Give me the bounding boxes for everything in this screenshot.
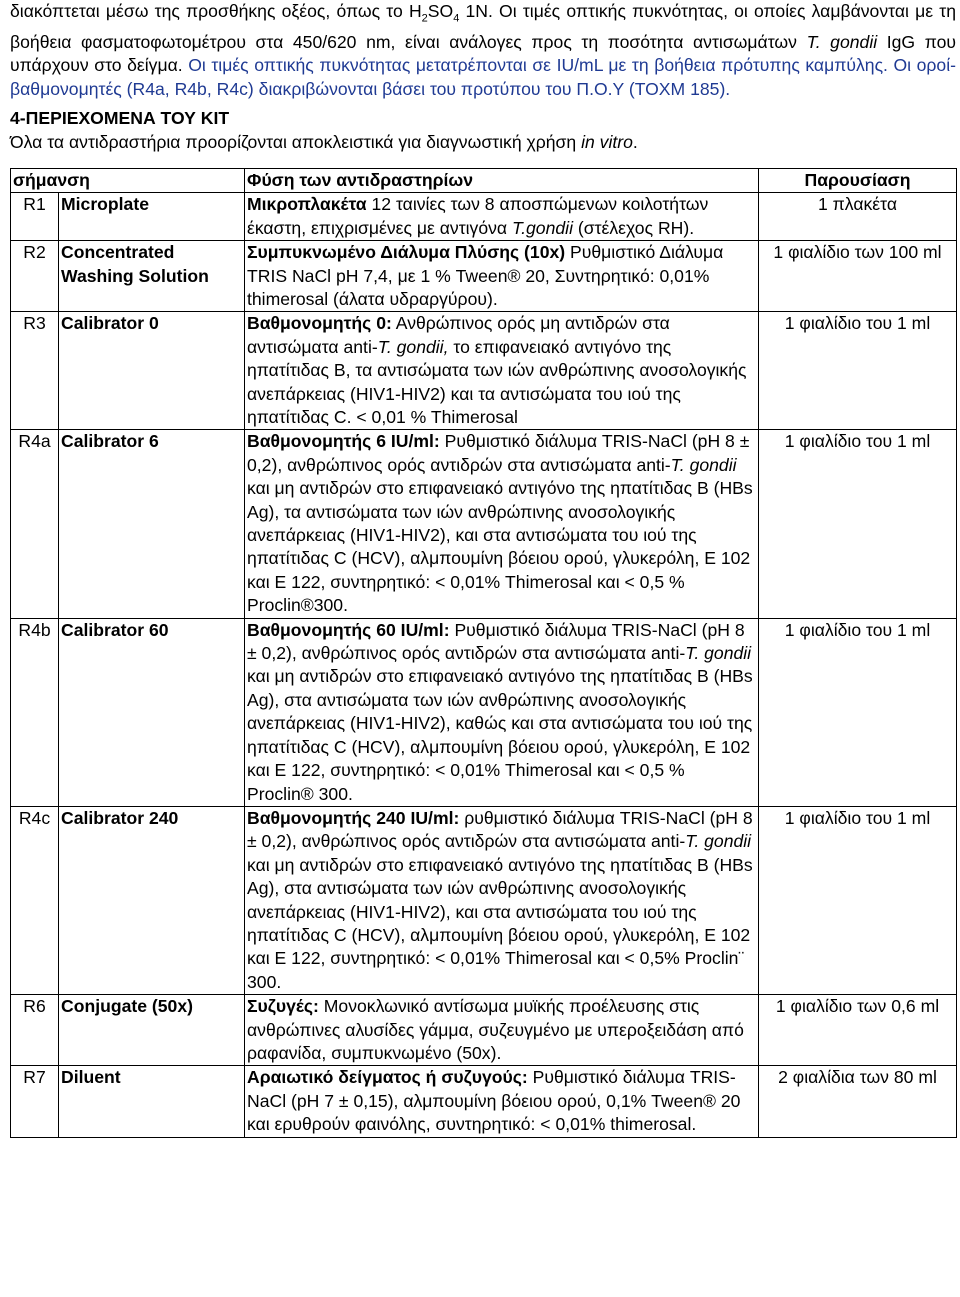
desc-text-b: και μη αντιδρών στο επιφανειακό αντιγόνο της ηπατίτιδας Β (HBs Ag), τα αντισώματα των ιών ανθρώπινης ανοσολογικής ανεπάρκειας (HIV1-HIV2), και στα αντισώματα του ιού της ηπατίτιδας C (HCV), αλμπουμίνη βόειου ορού, γλυκερόλη, E 102 και E 122, συντηρητικό: < 0,01% Thimerosal και < 0,5 % Proclin®300. (247, 478, 753, 616)
desc-italic: T. gondii, (377, 336, 449, 357)
reagent-name: Concentrated Washing Solution (59, 241, 245, 312)
reagent-presentation: 1 φιαλίδιο των 0,6 ml (759, 995, 957, 1066)
intro-italic-species: T. gondii (806, 31, 878, 52)
desc-text-b: και μη αντιδρών στο επιφανειακό αντιγόνο της ηπατίτιδας Β (HBs Ag), στα αντισώματα των ιών ανθρώπινης ανοσολογικής ανεπάρκειας (HIV1-HIV2), και στα αντισώματα του ιού της ηπατίτιδας C (HCV), αλμπουμίνη βόειου ορού, γλυκερόλη, E 102 και E 122, συντηρητικό: < 0,01% Thimerosal και < 0,5% Proclin¨ 300. (247, 854, 753, 992)
desc-bold: Βαθμονομητής 0: (247, 313, 392, 334)
header-code: σήμανση (11, 168, 245, 192)
desc-bold: Βαθμονομητής 6 IU/ml: (247, 431, 440, 452)
intro-text-blue: Οι τιμές οπτικής πυκνότητας μετατρέπονται σε IU/mL με τη βοήθεια πρότυπης καμπύλης. Οι οροί-βαθμονομητές (R4a, R4b, R4c) διακριβώνονται βάσει του προτύπου του Π.Ο.Υ (TOXM 185). (10, 55, 956, 99)
reagent-presentation: 1 φιαλίδιο του 1 ml (759, 806, 957, 994)
table-row (11, 995, 957, 1066)
table-row (11, 312, 957, 430)
table-header-row (11, 168, 957, 192)
reagent-description (245, 430, 759, 618)
section-title: 4-ΠΕΡΙΕΧΟΜΕΝΑ ΤΟΥ KIT (10, 108, 230, 129)
reagent-presentation: 1 φιαλίδιο του 1 ml (759, 430, 957, 618)
desc-text-a: Ρυθμιστικό διάλυμα TRIS-NaCl (pH 8 ± 0,2), ανθρώπινος ορός αντιδρών στα αντισώματα anti- (247, 619, 745, 664)
desc-text-a: Μονοκλωνικό αντίσωμα μυϊκής προέλευσης στις ανθρώπινες αλυσίδες γάμμα, συζευγμένο με υπεροξειδάση από ραφανίδα, συμπυκνωμένο (50x). (247, 996, 744, 1063)
header-nature: Φύση των αντιδραστηρίων (245, 168, 759, 192)
desc-text-b: και μη αντιδρών στο επιφανειακό αντιγόνο της ηπατίτιδας Β (HBs Ag), στα αντισώματα των ιών ανθρώπινης ανοσολογικής ανεπάρκειας (HIV1-HIV2), καθώς και στα αντισώματα του ιού της ηπατίτιδας C (HCV), αλμπουμίνη βόειου ορού, γλυκερόλη, E 102 και E 122, συντηρητικό: < 0,01% Thimerosal και < 0,5 % Proclin® 300. (247, 666, 753, 804)
desc-bold: Συζυγές: (247, 996, 319, 1017)
table-row (11, 1066, 957, 1137)
desc-text-a: Ρυθμιστικό διάλυμα TRIS-NaCl (pH 7 ± 0,15), αλμπουμίνη βόειου ορού, 0,1% Tween® 20 και ερυθρούν φαινόλης, συντηρητικό: < 0,01% thimerosal. (247, 1067, 741, 1135)
desc-text-a: 12 ταινίες των 8 αποσπώμενων κοιλοτήτων έκαστη, επιχρισμένες με αντιγόνα (247, 194, 709, 238)
reagent-name: Diluent (59, 1066, 245, 1137)
desc-bold: Αραιωτικό δείγματος ή συζυγούς: (247, 1067, 528, 1088)
reagent-code: R4c (11, 806, 59, 994)
reagent-code: R4b (11, 618, 59, 806)
desc-bold: Βαθμονομητής 60 IU/ml: (247, 619, 450, 640)
section-subtitle-italic: in vitro (581, 131, 633, 152)
reagent-name: Calibrator 240 (59, 806, 245, 994)
intro-text-d: IgG που υπάρχουν στο δείγμα. (10, 31, 956, 76)
reagent-name: Microplate (59, 193, 245, 241)
reagent-name: Calibrator 6 (59, 430, 245, 618)
desc-text-a: ρυθμιστικό διάλυμα TRIS-NaCl (pH 8 ± 0,2), ανθρώπινος ορός αντιδρών στα αντισώματα anti- (247, 807, 753, 852)
reagent-description (245, 241, 759, 312)
intro-sub-4: 4 (453, 12, 460, 25)
desc-text-a: Ρυθμιστικό διάλυμα TRIS-NaCl (pH 8 ± 0,2), ανθρώπινος ορός αντιδρών στα αντισώματα anti- (247, 431, 750, 475)
intro-text-c: 1N. Οι τιμές οπτικής πυκνότητας, οι οποίες λαμβάνονται με τη βοήθεια φασματοφωτομέτρου στα 450/620 nm, είναι ανάλογες προς τη ποσότητα αντισωμάτων (10, 1, 956, 52)
table-row (11, 193, 957, 241)
reagent-code: R4a (11, 430, 59, 618)
desc-italic: T. gondii (685, 831, 752, 852)
intro-text (10, 0, 956, 101)
reagent-presentation: 1 φιαλίδιο των 100 ml (759, 241, 957, 312)
intro-text-a: διακόπτεται μέσω της προσθήκης οξέος, όπως το H (10, 1, 422, 21)
section-subtitle-a: Όλα τα αντιδραστήρια προορίζονται αποκλειστικά για διαγνωστική χρήση (10, 131, 582, 152)
desc-bold: Συμπυκνωμένο Διάλυμα Πλύσης (10x) (247, 242, 566, 263)
section-subtitle-b: . (632, 131, 638, 152)
desc-italic: T. gondii (685, 643, 752, 664)
desc-italic: T.gondii (512, 217, 573, 238)
table-row (11, 430, 957, 618)
reagent-description (245, 312, 759, 430)
reagent-description (245, 193, 759, 241)
section-subtitle (10, 131, 956, 154)
desc-bold: Μικροπλακέτα (247, 194, 367, 215)
kit-contents-table (10, 168, 957, 1138)
reagent-description (245, 806, 759, 994)
reagent-description (245, 1066, 759, 1137)
desc-text-b: το επιφανειακό αντιγόνο της ηπατίτιδας Β, τα αντισώματα των ιών ανθρώπινης ανοσολογικής ανεπάρκειας (HIV1-HIV2) και τα αντισώματα του ιού της ηπατίτιδας C. < 0,01 % Thimerosal (247, 336, 747, 428)
desc-text-a: Ανθρώπινος ορός μη αντιδρών στα αντισώματα anti- (247, 313, 670, 357)
intro-sub-2: 2 (421, 12, 428, 25)
reagent-code: R7 (11, 1066, 59, 1137)
reagent-code: R2 (11, 241, 59, 312)
reagent-description (245, 618, 759, 806)
reagent-presentation: 1 πλακέτα (759, 193, 957, 241)
table-row (11, 618, 957, 806)
reagent-presentation: 1 φιαλίδιο του 1 ml (759, 618, 957, 806)
desc-bold: Βαθμονομητής 240 IU/ml: (247, 807, 460, 828)
header-presentation: Παρουσίαση (759, 168, 957, 192)
table-row (11, 241, 957, 312)
reagent-code: R1 (11, 193, 59, 241)
intro-text-b: SO (427, 1, 454, 21)
desc-italic: T. gondii (670, 454, 737, 475)
reagent-code: R3 (11, 312, 59, 430)
reagent-presentation: 2 φιαλίδια των 80 ml (759, 1066, 957, 1137)
desc-text-b: (στέλεχος RH). (572, 217, 695, 238)
document-page (10, 0, 956, 1138)
reagent-name: Calibrator 60 (59, 618, 245, 806)
desc-text-a: Ρυθμιστικό Διάλυμα TRIS NaCl pH 7,4, με 1 % Tween® 20, Συντηρητικό: 0,01% thimerosal (άλατα υδραργύρου). (247, 242, 724, 309)
reagent-description (245, 995, 759, 1066)
reagent-code: R6 (11, 995, 59, 1066)
reagent-name: Calibrator 0 (59, 312, 245, 430)
table-row (11, 806, 957, 994)
intro-paragraph (10, 0, 956, 101)
reagent-name: Conjugate (50x) (59, 995, 245, 1066)
reagent-presentation: 1 φιαλίδιο του 1 ml (759, 312, 957, 430)
